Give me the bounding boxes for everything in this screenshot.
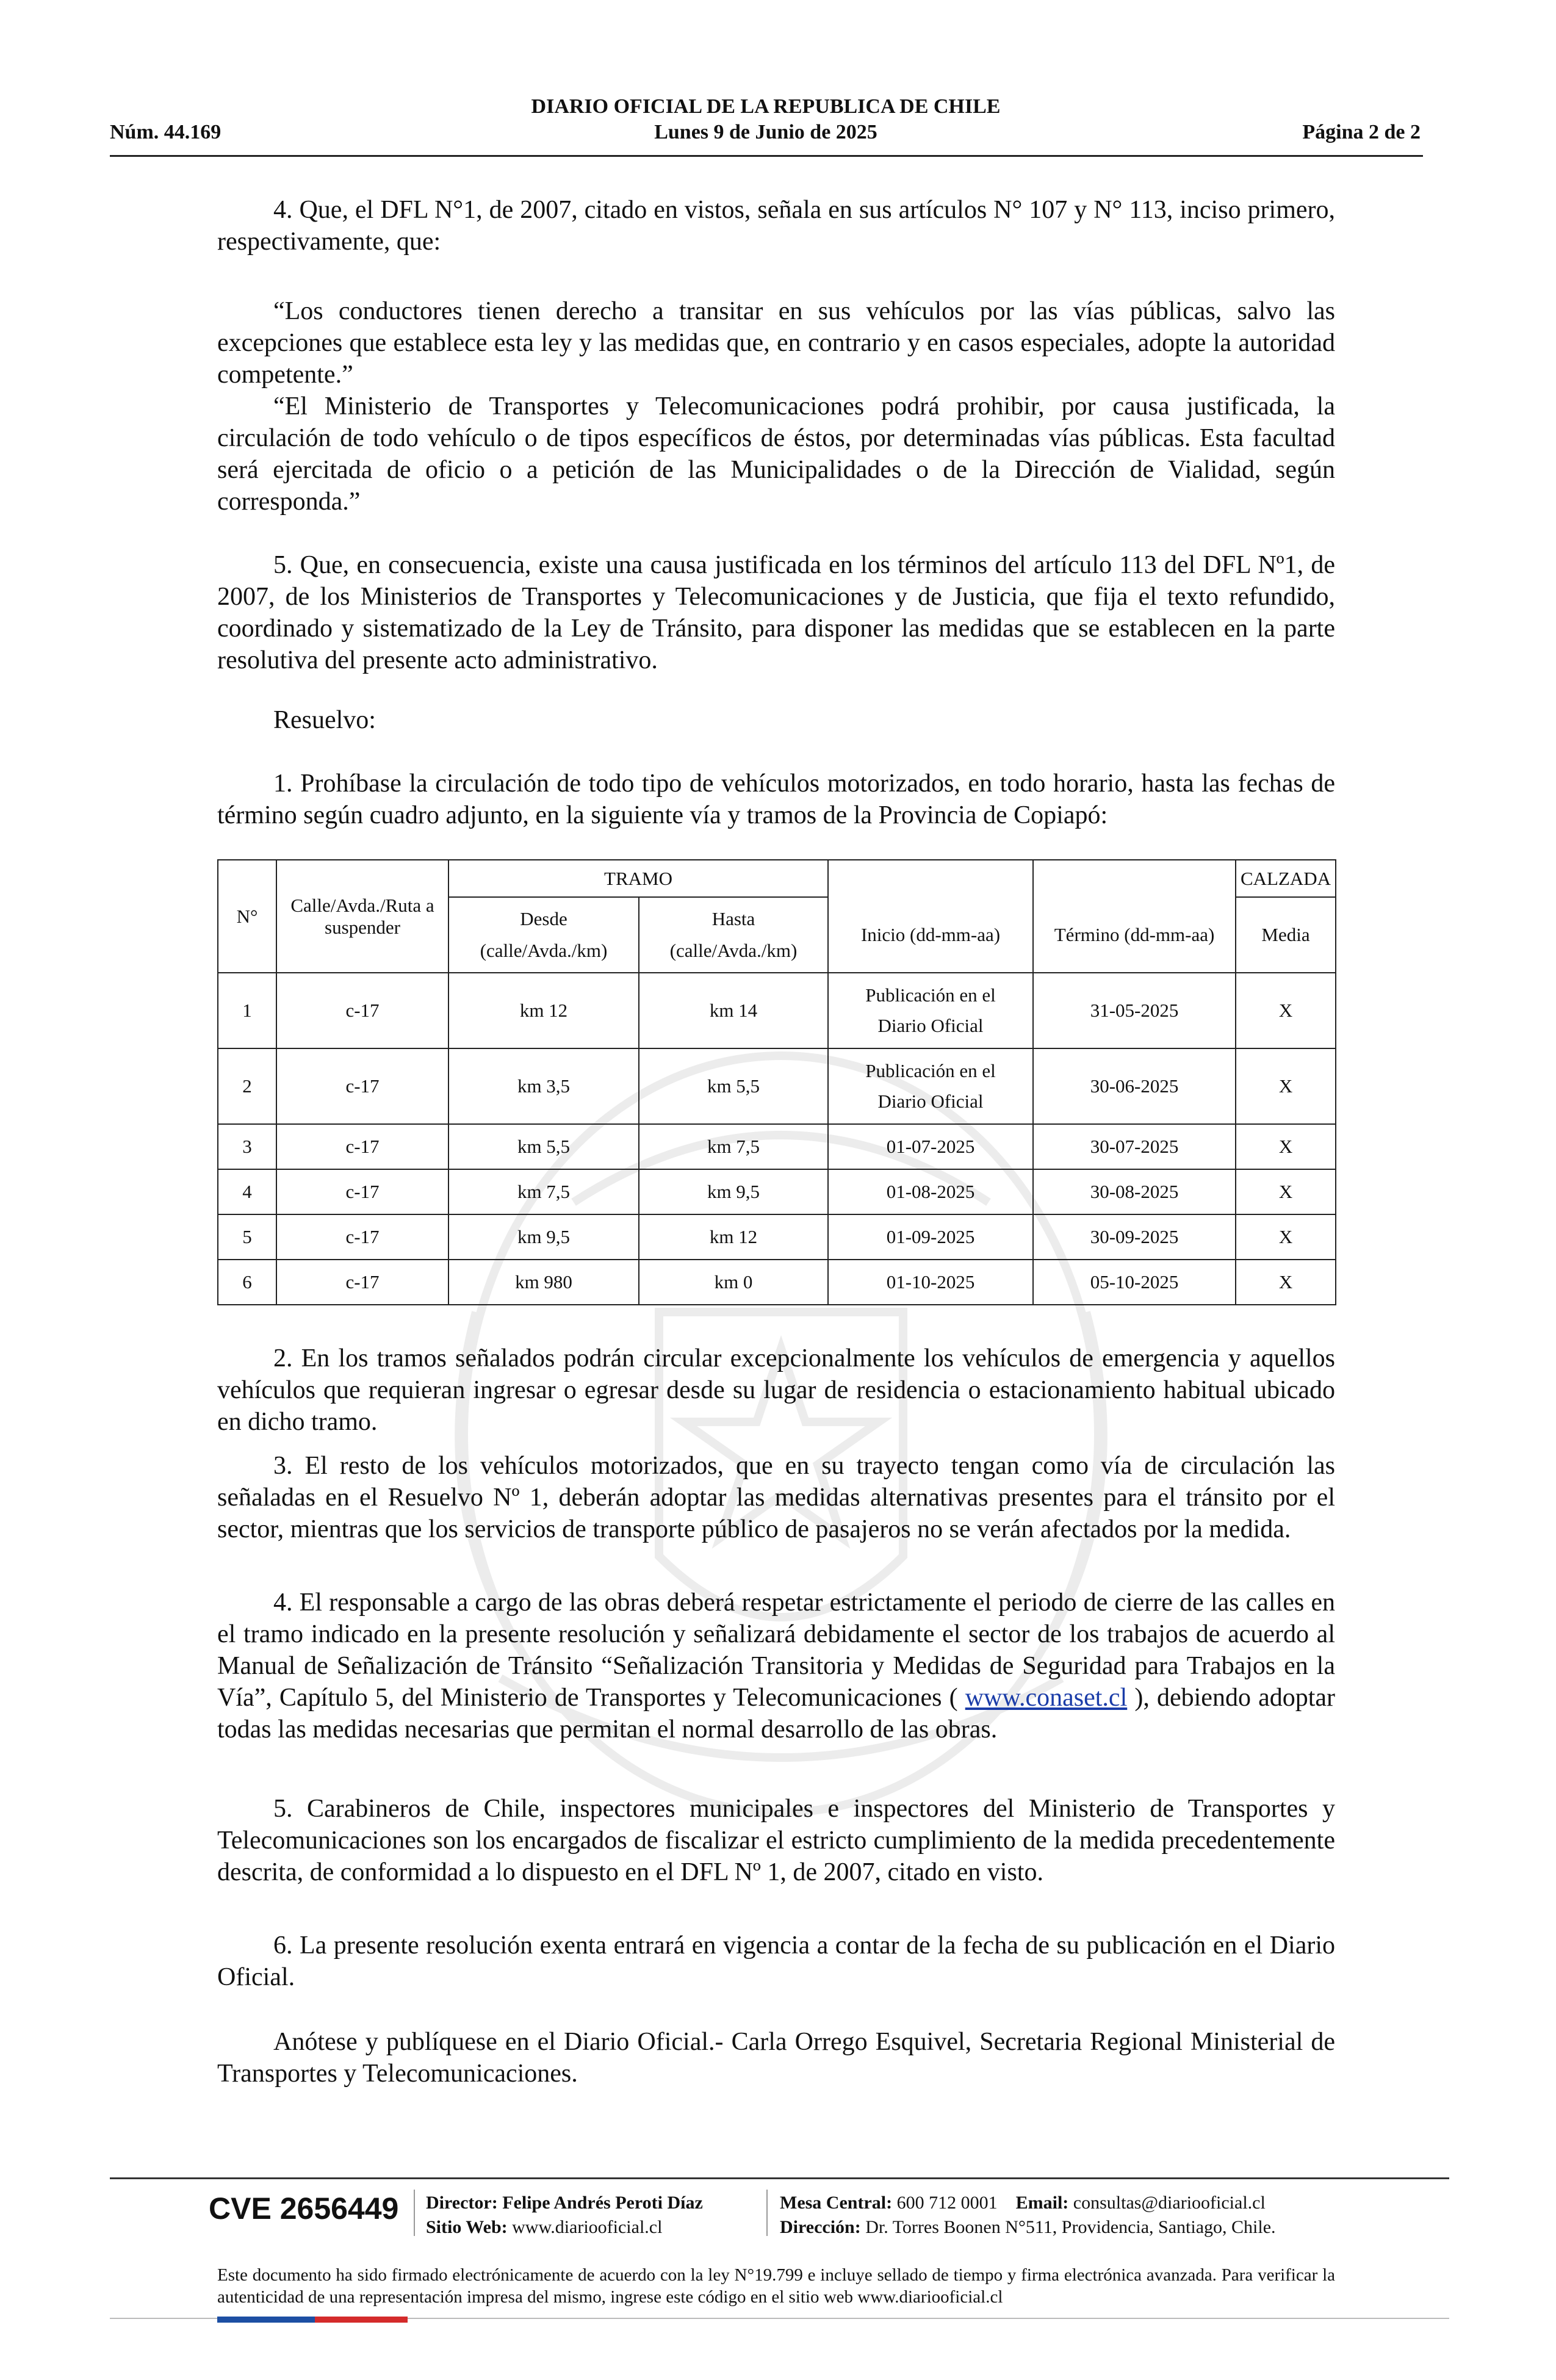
cell-inicio-line1: Publicación en el — [865, 1060, 996, 1081]
email-label: Email: — [1015, 2193, 1069, 2213]
address-text: Dr. Torres Boonen N°511, Providencia, Santiago, Chile. — [865, 2217, 1276, 2237]
resuelvo-3 — [217, 1450, 1335, 1545]
cell-inicio — [828, 973, 1033, 1048]
cell-termino: 31-05-2025 — [1033, 973, 1236, 1048]
header-desde-line1: Desde — [520, 908, 567, 929]
cell-number: 1 — [218, 973, 276, 1048]
table-row — [218, 973, 1336, 1048]
resuelvo-2 — [217, 1343, 1335, 1438]
cell-hasta: km 9,5 — [639, 1169, 828, 1214]
email-address[interactable]: consultas@diariooficial.cl — [1073, 2193, 1266, 2213]
cell-media: X — [1236, 1260, 1336, 1305]
footer-address-line — [780, 2215, 1276, 2240]
closing-signature — [217, 2026, 1335, 2090]
cell-number: 4 — [218, 1169, 276, 1214]
newspaper-title: DIARIO OFICIAL DE LA REPUBLICA DE CHILE — [531, 95, 1001, 118]
header-blank-termino — [1033, 860, 1236, 897]
table-row — [218, 1260, 1336, 1305]
header-desde-line2: (calle/Avda./km) — [480, 940, 608, 961]
resuelvo-4 — [217, 1587, 1335, 1745]
director-label: Director: — [426, 2193, 498, 2213]
resuelvo-heading — [217, 704, 1335, 736]
cell-number: 5 — [218, 1214, 276, 1260]
resuelvo-4-text-a: 4. El responsable a cargo de las obras deberá respetar estrictamente el periodo de cierre de las calles en el tramo indicado en la presente resolución y señalizará debidamente el sector de los trabajos de acuerdo al Manual de Señalización de Tránsito “Señalización Transitoria y Medidas de Seguridad para Trabajos en la Vía”, Capítulo 5, del Ministerio de Transportes y Telecomunicaciones ( — [217, 1588, 1335, 1712]
header-hasta-line2: (calle/Avda./km) — [669, 940, 798, 961]
resuelvo-4-text-b: ), debiendo adoptar todas las medidas necesarias que permitan el normal desarrollo de las obras. — [217, 1684, 1336, 1744]
cell-media: X — [1236, 1169, 1336, 1214]
header-hasta-line1: Hasta — [711, 908, 755, 929]
header-blank-inicio — [828, 860, 1033, 897]
cell-desde: km 980 — [448, 1260, 639, 1305]
cell-route: c-17 — [276, 973, 448, 1048]
quote-article-107 — [217, 295, 1335, 391]
cell-hasta: km 14 — [639, 973, 828, 1048]
quote-article-113-text: “El Ministerio de Transportes y Telecomunicaciones podrá prohibir, por causa justificada, la circulación de todo vehículo o de tipos específicos de éstos, por determinadas vías públicas. Esta facultad será ejercitada de oficio o a petición de las Municipalidades o de la Dirección de Vialidad, según corresponda.” — [217, 392, 1335, 516]
cell-route: c-17 — [276, 1169, 448, 1214]
resuelvo-1-text: 1. Prohíbase la circulación de todo tipo de vehículos motorizados, en todo horario, hasta las fechas de término según cuadro adjunto, en la siguiente vía y tramos de la Provincia de Copiapó: — [217, 770, 1335, 829]
header-inicio: Inicio (dd-mm-aa) — [828, 897, 1033, 973]
header-calzada: CALZADA — [1236, 860, 1336, 897]
flag-bar-red — [315, 2317, 408, 2323]
header-divider — [110, 155, 1423, 157]
resuelvo-2-text: 2. En los tramos señalados podrán circular excepcionalmente los vehículos de emergencia y aquellos vehículos que requieran ingresar o egresar desde su lugar de residencia o estacionamiento habitual ubicado en dicho tramo. — [217, 1344, 1335, 1436]
table-row — [218, 1124, 1336, 1169]
issue-date: Lunes 9 de Junio de 2025 — [654, 121, 877, 143]
cell-hasta: km 7,5 — [639, 1124, 828, 1169]
cell-route: c-17 — [276, 1214, 448, 1260]
header-desde — [448, 897, 639, 973]
header-media: Media — [1236, 897, 1336, 973]
table-row — [218, 1048, 1336, 1124]
cell-termino: 30-07-2025 — [1033, 1124, 1236, 1169]
cell-desde: km 9,5 — [448, 1214, 639, 1260]
resuelvo-5 — [217, 1793, 1335, 1888]
cell-inicio-line2: Diario Oficial — [877, 1091, 984, 1112]
page-indicator: Página 2 de 2 — [1302, 121, 1421, 143]
footer-divider — [110, 2177, 1449, 2179]
cve-code: CVE 2656449 — [209, 2191, 399, 2226]
flag-bar-blue — [217, 2317, 315, 2323]
cell-termino: 30-08-2025 — [1033, 1169, 1236, 1214]
cell-media: X — [1236, 973, 1336, 1048]
footer-director — [426, 2191, 703, 2215]
cell-inicio: 01-08-2025 — [828, 1169, 1033, 1214]
signature-notice: Este documento ha sido firmado electrónicamente de acuerdo con la ley N°19.799 e incluye sellado de tiempo y firma electrónica avanzada. Para verificar la autenticidad de una representación impresa del mismo, ingrese este código en el sitio web www.diariooficial.cl — [217, 2265, 1335, 2307]
cell-inicio: 01-09-2025 — [828, 1214, 1033, 1260]
cell-number: 6 — [218, 1260, 276, 1305]
cell-number: 2 — [218, 1048, 276, 1124]
cell-termino: 30-06-2025 — [1033, 1048, 1236, 1124]
footer-contact-block — [780, 2191, 1276, 2240]
cell-inicio-line2: Diario Oficial — [877, 1015, 984, 1036]
director-name: Felipe Andrés Peroti Díaz — [502, 2193, 703, 2213]
footer-contact-line — [780, 2191, 1276, 2215]
footer-separator — [414, 2190, 415, 2236]
cell-hasta: km 5,5 — [639, 1048, 828, 1124]
cell-inicio — [828, 1048, 1033, 1124]
considerando-4 — [217, 194, 1335, 258]
cell-hasta: km 12 — [639, 1214, 828, 1260]
table-header-row — [218, 860, 1336, 897]
resuelvo-1 — [217, 768, 1335, 831]
issue-number: Núm. 44.169 — [110, 121, 222, 143]
resuelvo-5-text: 5. Carabineros de Chile, inspectores municipales e inspectores del Ministerio de Transportes y Telecomunicaciones son los encargados de fiscalizar el estricto cumplimiento de la medida precedentemente descrita, de conformidad a lo dispuesto en el DFL Nº 1, de 2007, citado en visto. — [217, 1795, 1335, 1886]
address-label: Dirección: — [780, 2217, 861, 2237]
cell-inicio-line1: Publicación en el — [865, 984, 996, 1006]
cell-desde: km 7,5 — [448, 1169, 639, 1214]
cell-media: X — [1236, 1124, 1336, 1169]
mesa-phone: 600 712 0001 — [896, 2193, 998, 2213]
closing-signature-text: Anótese y publíquese en el Diario Oficial.- Carla Orrego Esquivel, Secretaria Regional Ministerial de Transportes y Telecomunicaciones. — [217, 2028, 1335, 2088]
closure-schedule-table — [217, 859, 1336, 1305]
considerando-5-text: 5. Que, en consecuencia, existe una causa justificada en los términos del artículo 113 del DFL Nº1, de 2007, de los Ministerios de Transportes y Telecomunicaciones y de Justicia, que fija el texto refundido, coordinado y sistematizado de la Ley de Tránsito, para disponer las medidas que se establecen en la parte resolutiva del presente acto administrativo. — [217, 551, 1335, 674]
table-row — [218, 1169, 1336, 1214]
considerando-5 — [217, 549, 1335, 676]
conaset-link[interactable]: www.conaset.cl — [965, 1684, 1128, 1712]
quote-article-107-text: “Los conductores tienen derecho a transitar en sus vehículos por las vías públicas, salvo las excepciones que establece esta ley y las medidas que, en contrario y en casos especiales, adopte la autoridad competente.” — [217, 297, 1335, 389]
cell-desde: km 3,5 — [448, 1048, 639, 1124]
cell-inicio: 01-10-2025 — [828, 1260, 1033, 1305]
footer-website — [426, 2215, 703, 2240]
resuelvo-text: Resuelvo: — [273, 706, 376, 734]
cell-media: X — [1236, 1214, 1336, 1260]
footer-director-block — [426, 2191, 703, 2240]
cell-inicio: 01-07-2025 — [828, 1124, 1033, 1169]
header-hasta — [639, 897, 828, 973]
cell-desde: km 12 — [448, 973, 639, 1048]
table-row — [218, 1214, 1336, 1260]
website-label: Sitio Web: — [426, 2217, 508, 2237]
header-route — [276, 860, 448, 973]
considerando-4-text: 4. Que, el DFL N°1, de 2007, citado en vistos, señala en sus artículos N° 107 y N° 113, inciso primero, respectivamente, que: — [217, 196, 1335, 256]
website-url[interactable]: www.diariooficial.cl — [512, 2217, 663, 2237]
cell-number: 3 — [218, 1124, 276, 1169]
footer-separator — [766, 2190, 768, 2236]
cell-route: c-17 — [276, 1048, 448, 1124]
cell-termino: 05-10-2025 — [1033, 1260, 1236, 1305]
resuelvo-6-text: 6. La presente resolución exenta entrará en vigencia a contar de la fecha de su publicación en el Diario Oficial. — [217, 1931, 1335, 1991]
cell-route: c-17 — [276, 1260, 448, 1305]
header-termino: Término (dd-mm-aa) — [1033, 897, 1236, 973]
mesa-label: Mesa Central: — [780, 2193, 893, 2213]
quote-article-113 — [217, 391, 1335, 517]
cell-media: X — [1236, 1048, 1336, 1124]
header-route-line2: suspender — [325, 916, 400, 938]
resuelvo-3-text: 3. El resto de los vehículos motorizados, que en su trayecto tengan como vía de circulación las señaladas en el Resuelvo Nº 1, deberán adoptar las medidas alternativas presentes para el tránsito por el sector, mientras que los servicios de transporte público de pasajeros no se verán afectados por la medida. — [217, 1452, 1335, 1543]
header-route-line1: Calle/Avda./Ruta a — [290, 894, 434, 916]
cell-termino: 30-09-2025 — [1033, 1214, 1236, 1260]
resuelvo-6 — [217, 1930, 1335, 1993]
cell-route: c-17 — [276, 1124, 448, 1169]
cell-hasta: km 0 — [639, 1260, 828, 1305]
header-number: N° — [218, 860, 276, 973]
cell-desde: km 5,5 — [448, 1124, 639, 1169]
header-tramo: TRAMO — [448, 860, 828, 897]
